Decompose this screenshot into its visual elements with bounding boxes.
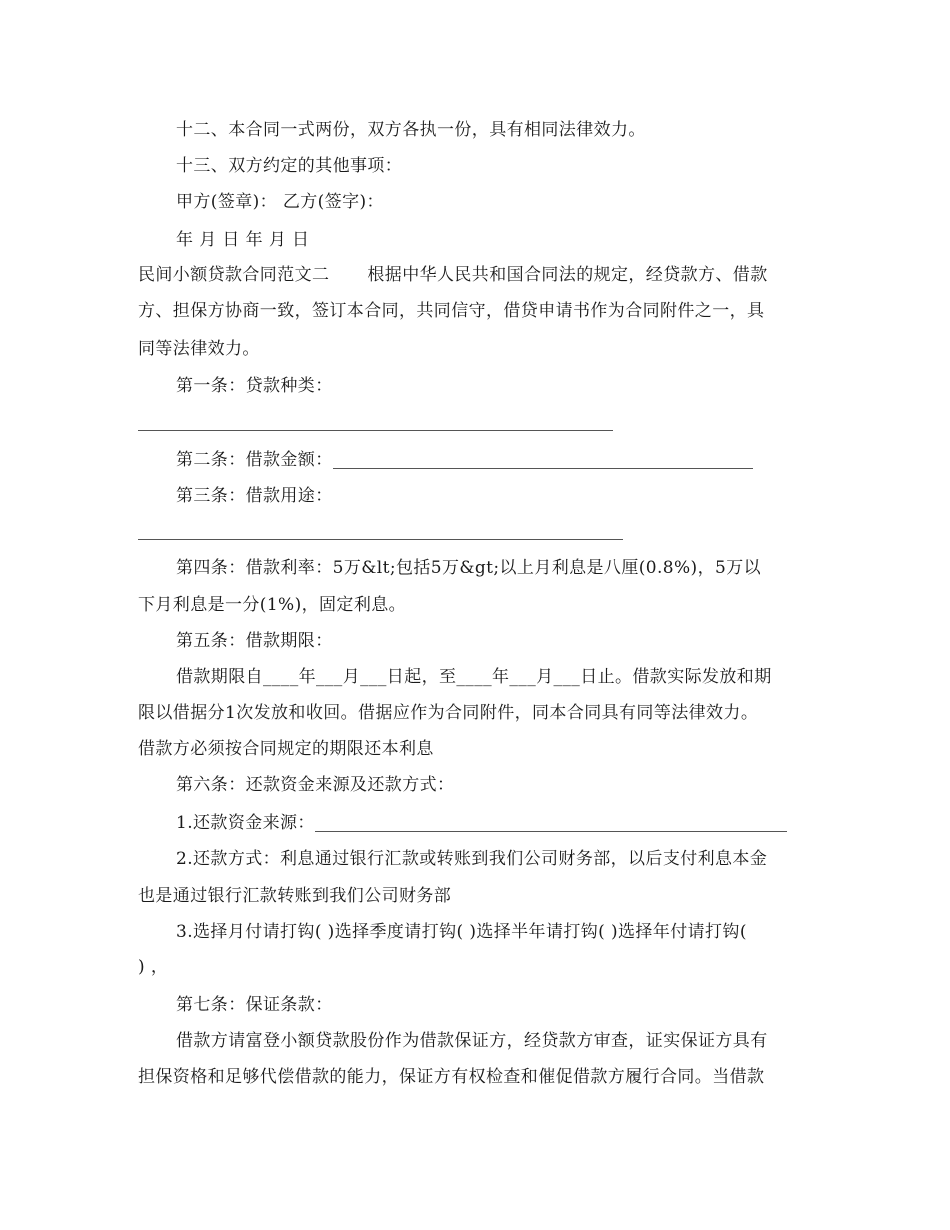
article-1: 第一条：贷款种类： [176, 376, 333, 396]
article-3: 第三条：借款用途： [176, 486, 333, 506]
intro-text-end: 同等法律效力。 [138, 339, 260, 359]
blank-rule-amount [333, 468, 753, 469]
section-title: 民间小额贷款合同范文二 [138, 265, 330, 285]
intro-text-cont: 方、担保方协商一致，签订本合同，共同信守，借贷申请书作为合同附件之一，具 [138, 301, 765, 321]
article-6-item-1 [176, 811, 787, 835]
blank-rule-loan-type [138, 430, 613, 431]
article-6-item-2-cont: 也是通过银行汇款转账到我们公司财务部 [138, 886, 452, 906]
repayment-source-label: 1.还款资金来源： [176, 813, 315, 833]
article-5-text-cont: 限以借据分1次发放和收回。借据应作为合同附件，同本合同具有同等法律效力。 [138, 703, 759, 723]
blank-rule-source [315, 831, 787, 832]
intro-text: 根据中华人民共和国合同法的规定，经贷款方、借款 [367, 265, 768, 285]
article-4: 第四条：借款利率：5万&lt;包括5万&gt;以上月利息是八厘(0.8%)，5万以 [176, 558, 762, 578]
article-7-text-cont: 担保资格和足够代偿借款的能力，保证方有权检查和催促借款方履行合同。当借款 [138, 1067, 765, 1087]
article-2 [176, 448, 753, 472]
clause-12: 十二、本合同一式两份，双方各执一份，具有相同法律效力。 [176, 120, 646, 140]
article-6: 第六条：还款资金来源及还款方式： [176, 775, 455, 795]
article-7-text: 借款方请富登小额贷款股份作为借款保证方，经贷款方审查，证实保证方具有 [176, 1031, 768, 1051]
article-6-item-2: 2.还款方式：利息通过银行汇款或转账到我们公司财务部，以后支付利息本金 [176, 849, 768, 869]
article-5-text: 借款期限自____年___月___日起，至____年___月___日止。借款实际发放和期 [176, 667, 772, 687]
section-title-line [138, 263, 768, 287]
article-2-label: 第二条：借款金额： [176, 450, 333, 470]
article-7: 第七条：保证条款： [176, 995, 333, 1015]
article-4-cont: 下月利息是一分(1%)，固定利息。 [138, 595, 407, 615]
clause-13: 十三、双方约定的其他事项： [176, 156, 403, 176]
article-6-item-3: 3.选择月付请打钩( )选择季度请打钩( )选择半年请打钩( )选择年付请打钩( [176, 922, 747, 942]
article-5-text-end: 借款方必须按合同规定的期限还本利息 [138, 739, 434, 759]
article-6-item-3-cont: ) ， [138, 957, 169, 977]
signature-line: 甲方(签章)： 乙方(签字)： [176, 192, 384, 212]
article-5: 第五条：借款期限： [176, 631, 333, 651]
blank-rule-purpose [138, 539, 623, 540]
date-line: 年 月 日 年 月 日 [176, 230, 310, 250]
